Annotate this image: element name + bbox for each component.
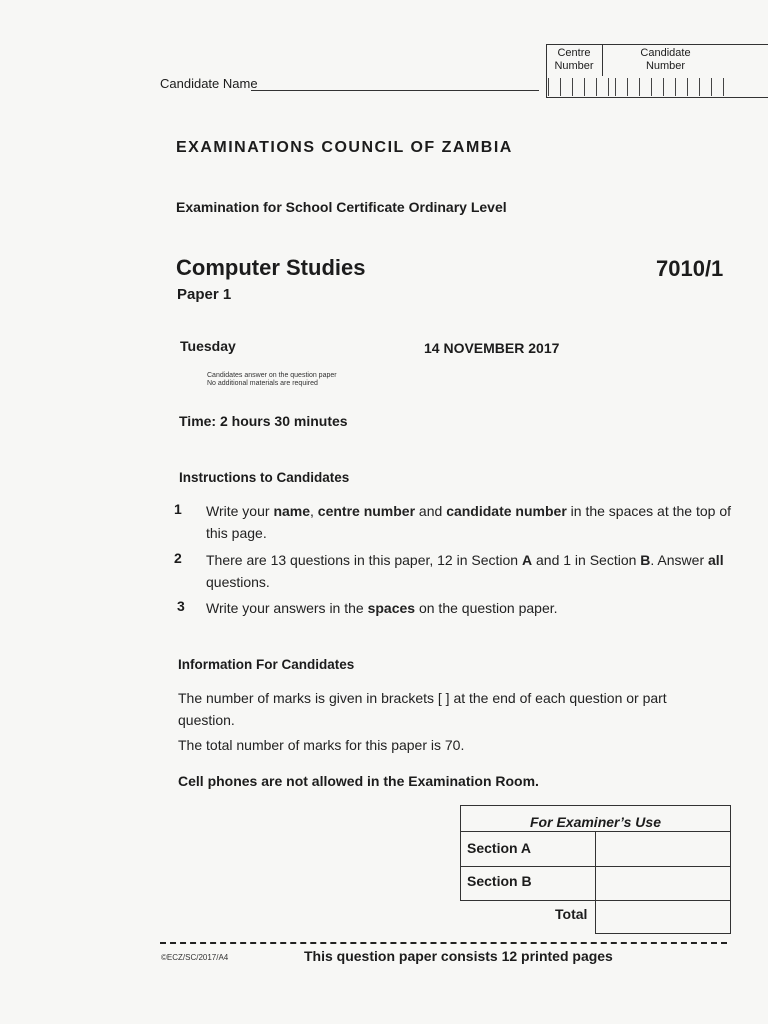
instruction-emphasis: candidate number bbox=[446, 503, 567, 519]
centre-number-cell[interactable] bbox=[548, 78, 560, 96]
candidate-number-cell[interactable] bbox=[608, 78, 615, 96]
total-marks-info: The total number of marks for this paper is 70. bbox=[178, 737, 465, 753]
section-b-label: Section B bbox=[467, 873, 532, 889]
instruction-text-part: . Answer bbox=[650, 552, 709, 568]
section-a-label: Section A bbox=[467, 840, 532, 856]
exam-date: 14 NOVEMBER 2017 bbox=[424, 340, 560, 356]
instruction-text-part: Write your bbox=[206, 503, 274, 519]
instruction-text-part: Write your answers in the bbox=[206, 600, 368, 616]
candidate-number-cell[interactable] bbox=[663, 78, 675, 96]
instruction-number: 2 bbox=[174, 550, 182, 566]
information-heading: Information For Candidates bbox=[178, 657, 355, 672]
centre-number-cell[interactable] bbox=[560, 78, 572, 96]
candidate-number-cell[interactable] bbox=[723, 78, 735, 96]
candidate-number-label-line2: Number bbox=[645, 60, 686, 72]
instruction-text-part: , bbox=[310, 503, 318, 519]
instruction-text-part: and bbox=[415, 503, 447, 519]
candidate-number-cell[interactable] bbox=[627, 78, 639, 96]
candidate-number-cell[interactable] bbox=[615, 78, 627, 96]
examiner-heading: For Examiner’s Use bbox=[460, 805, 731, 832]
candidate-number-cell[interactable] bbox=[651, 78, 663, 96]
candidate-name-label: Candidate Name bbox=[160, 76, 258, 91]
instruction-text bbox=[206, 500, 736, 544]
candidate-number-cell[interactable] bbox=[711, 78, 723, 96]
centre-number-label-line1: Centre bbox=[557, 47, 591, 59]
instruction-text-part: on the question paper. bbox=[415, 600, 558, 616]
instruction-emphasis: spaces bbox=[367, 600, 416, 616]
candidate-number-label-line1: Candidate bbox=[640, 47, 691, 59]
instruction-text bbox=[206, 597, 736, 619]
total-marks-box[interactable] bbox=[595, 901, 731, 934]
instruction-emphasis: name bbox=[273, 503, 311, 519]
instruction-text-part: and 1 in Section bbox=[532, 552, 641, 568]
marks-info: The number of marks is given in brackets [ ] at the end of each question or part question. bbox=[178, 690, 667, 728]
instruction-text-part: There are 13 questions in this paper, 12 in Section bbox=[206, 552, 522, 568]
column-divider bbox=[595, 832, 596, 901]
centre-number-label-line2: Number bbox=[554, 60, 594, 72]
instruction-number: 3 bbox=[177, 598, 185, 614]
centre-number-cell[interactable] bbox=[584, 78, 596, 96]
instruction-emphasis: centre number bbox=[317, 503, 416, 519]
subject-title: Computer Studies bbox=[176, 255, 366, 280]
note-answer-on-paper: Candidates answer on the question paper bbox=[207, 372, 337, 379]
instructions-heading: Instructions to Candidates bbox=[179, 470, 350, 485]
instruction-number: 1 bbox=[174, 501, 182, 517]
candidate-number-cell[interactable] bbox=[699, 78, 711, 96]
candidate-number-cell[interactable] bbox=[639, 78, 651, 96]
total-label: Total bbox=[555, 906, 588, 922]
paper-number: Paper 1 bbox=[177, 286, 232, 303]
centre-number-label bbox=[546, 44, 603, 76]
candidate-name-field[interactable] bbox=[251, 90, 539, 91]
paper-code: 7010/1 bbox=[656, 256, 724, 281]
centre-number-cell[interactable] bbox=[572, 78, 584, 96]
instruction-emphasis: A bbox=[521, 552, 533, 568]
candidate-number-label bbox=[603, 44, 728, 79]
note-no-materials: No additional materials are required bbox=[207, 380, 318, 387]
instruction-text-part: questions. bbox=[206, 574, 270, 590]
council-title: EXAMINATIONS COUNCIL OF ZAMBIA bbox=[176, 139, 513, 156]
footer-rule bbox=[160, 942, 727, 944]
instruction-emphasis: B bbox=[640, 552, 651, 568]
page-count-note: This question paper consists 12 printed pages bbox=[304, 948, 613, 964]
exam-level: Examination for School Certificate Ordinary Level bbox=[176, 199, 507, 215]
exam-duration: Time: 2 hours 30 minutes bbox=[179, 413, 348, 429]
candidate-number-cell[interactable] bbox=[675, 78, 687, 96]
phones-warning: Cell phones are not allowed in the Examination Room. bbox=[178, 773, 539, 789]
instruction-text bbox=[206, 549, 736, 593]
exam-day: Tuesday bbox=[180, 338, 236, 354]
instruction-emphasis: all bbox=[708, 552, 724, 568]
number-cells bbox=[548, 78, 735, 96]
centre-number-cell[interactable] bbox=[596, 78, 608, 96]
document-code: ©ECZ/SC/2017/A4 bbox=[161, 953, 229, 962]
instruction-text-part: in the spaces at the top of this page. bbox=[206, 503, 732, 541]
candidate-number-cell[interactable] bbox=[687, 78, 699, 96]
